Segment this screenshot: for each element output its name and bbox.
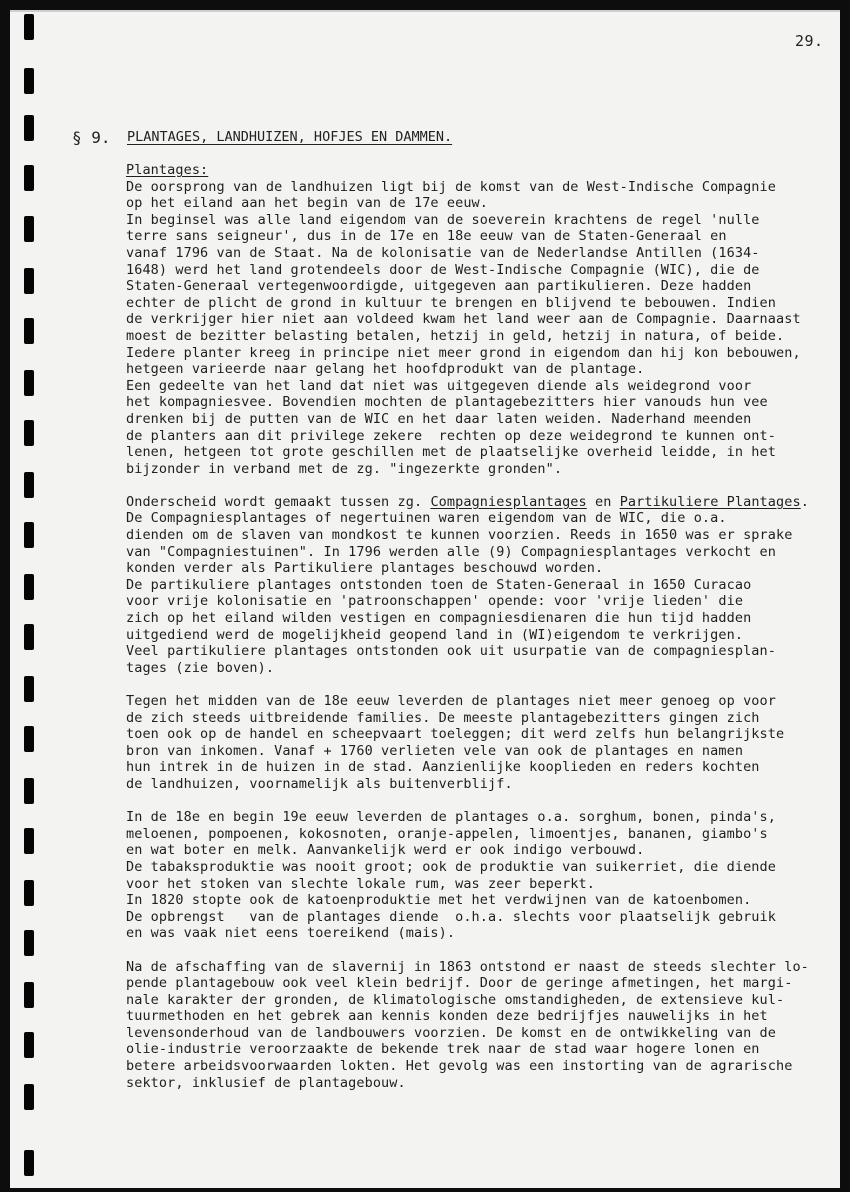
punch-hole — [24, 268, 34, 294]
text-line: meloenen, pompoenen, kokosnoten, oranje-appelen, limoentjes, bananen, giambo's — [126, 825, 768, 842]
punch-hole — [24, 370, 34, 396]
punch-hole — [24, 318, 34, 344]
text-line: Staten-Generaal vertegenwoordigde, uitgegeven aan partikulieren. Deze hadden — [126, 278, 752, 295]
text-line: voor vrije kolonisatie en 'patroonschappen' opende: voor 'vrije lieden' die — [126, 593, 744, 610]
text-line: Een gedeelte van het land dat niet was uitgegeven diende als weidegrond voor — [126, 377, 752, 394]
term-compagniesplantages: Compagniesplantages — [430, 493, 587, 510]
punch-hole — [24, 420, 34, 446]
punch-hole — [24, 115, 34, 141]
text-line: De tabaksproduktie was nooit groot; ook de produktie van suikerriet, die diende — [126, 858, 776, 875]
paragraph-gap — [126, 477, 832, 494]
text-line: en was vaak niet eens toereikend (mais). — [126, 925, 456, 942]
text-line: Na de afschaffing van de slavernij in 1863 ontstond er naast de steeds slechter lo- — [126, 958, 809, 975]
paragraph-gap — [126, 942, 832, 959]
text-line: De partikuliere plantages ontstonden toen de Staten-Generaal in 1650 Curacao — [126, 576, 752, 593]
text-line: van "Compagniestuinen". In 1796 werden alle (9) Compagniesplantages verkocht en — [126, 543, 776, 560]
punch-hole — [24, 1032, 34, 1058]
punch-hole — [24, 880, 34, 906]
text-line: Iedere planter kreeg in principe niet meer grond in eigendom dan hij kon bebouwen, — [126, 344, 801, 361]
text-line: echter de plicht de grond in kultuur te brengen en blijvend te bebouwen. Indien — [126, 294, 776, 311]
text-line: de verkrijger hier niet aan voldeed kwam het land weer aan de Compagnie. Daarnaast — [126, 311, 801, 328]
text-line: sektor, inklusief de plantagebouw. — [126, 1074, 406, 1091]
text-line: drenken bij de putten van de WIC en het daar laten weiden. Naderhand meenden — [126, 410, 752, 427]
document-body — [126, 162, 832, 1091]
subheading-text: Plantages: — [126, 162, 209, 178]
text-line: dienden om de slaven van mondkost te kunnen voorzien. Reeds in 1650 was er sprake — [126, 527, 793, 544]
text-line: bron van inkomen. Vanaf + 1760 verlieten vele van ook de plantages en namen — [126, 742, 744, 759]
text-line: Tegen het midden van de 18e eeuw leverden de plantages niet meer genoeg op voor — [126, 693, 776, 709]
subheading — [126, 162, 832, 179]
punch-hole — [24, 574, 34, 600]
punch-hole — [24, 216, 34, 242]
text-line: In 1820 stopte ook de katoenproduktie met het verdwijnen van de katoenbomen. — [126, 892, 752, 909]
punch-hole — [24, 472, 34, 498]
text-line: het kompagniesvee. Bovendien mochten de plantagebezitters hier vanouds hun vee — [126, 394, 768, 411]
punch-hole — [24, 68, 34, 94]
paragraph — [126, 959, 832, 1092]
text-line: tuurmethoden en het gebrek aan kennis konden deze bedrijfjes nauwelijks in het — [126, 1008, 768, 1025]
distinction-middle: en — [586, 493, 620, 510]
text-line: hun intrek in de huizen in de stad. Aanzienlijke kooplieden en reders kochten — [126, 759, 760, 776]
text-line: In de 18e en begin 19e eeuw leverden de plantages o.a. sorghum, bonen, pinda's, — [126, 809, 776, 826]
text-line: betere arbeidsvoorwaarden lokten. Het gevolg was een instorting van de agrarische — [126, 1058, 793, 1075]
text-line: olie-industrie veroorzaakte de bekende trek naar de stad waar hogere lonen en — [126, 1041, 760, 1058]
text-line: bijzonder in verband met de zg. "ingezerkte gronden". — [126, 460, 563, 477]
punch-hole — [24, 14, 34, 40]
punch-hole — [24, 982, 34, 1008]
text-line: moest de bezitter belasting betalen, hetzij in geld, hetzij in natura, of beide. — [126, 327, 785, 344]
text-line: voor het stoken van slechte lokale rum, was zeer beperkt. — [126, 875, 595, 892]
text-line: toen ook op de handel en scheepvaart toeleggen; dit werd zelfs hun belangrijkste — [126, 726, 785, 743]
distinction-line — [126, 494, 832, 511]
text-line: lenen, hetgeen tot grote geschillen met de plaatselijke overheid leidde, in het — [126, 444, 776, 461]
text-line: zich op het eiland wilden vestigen en compagniesdienaren die hun tijd hadden — [126, 610, 752, 627]
punch-hole — [24, 828, 34, 854]
section-title: PLANTAGES, LANDHUIZEN, HOFJES EN DAMMEN. — [127, 129, 453, 145]
text-line: De opbrengst van de plantages diende o.h.a. slechts voor plaatselijk gebruik — [126, 908, 776, 925]
paragraph — [126, 693, 832, 793]
distinction-after: . — [800, 493, 809, 510]
text-line: tages (zie boven). — [126, 659, 275, 676]
text-line: en wat boter en melk. Aanvankelijk werd er ook indigo verbouwd. — [126, 842, 645, 859]
text-line: terre sans seigneur', dus in de 17e en 18e eeuw van de Staten-Generaal en — [126, 228, 727, 245]
paragraph — [126, 179, 832, 478]
punch-hole — [24, 1150, 34, 1176]
punch-hole — [24, 726, 34, 752]
text-line: In beginsel was alle land eigendom van de soeverein krachtens de regel 'nulle — [126, 211, 760, 228]
punch-hole — [24, 624, 34, 650]
text-line: konden verder als Partikuliere plantages beschouwd worden. — [126, 560, 604, 577]
paragraph — [126, 510, 832, 676]
text-line: levensonderhoud van de landbouwers voorzien. De komst en de ontwikkeling van de — [126, 1024, 776, 1041]
punch-hole — [24, 165, 34, 191]
binding-holes — [0, 0, 60, 1192]
text-line: op het eiland aan het begin van de 17e eeuw. — [126, 195, 489, 212]
text-line: de landhuizen, voornamelijk als buitenverblijf. — [126, 775, 513, 792]
text-line: De Compagniesplantages of negertuinen waren eigendom van de WIC, die o.a. — [126, 510, 727, 527]
page-number: 29. — [795, 32, 824, 50]
punch-hole — [24, 930, 34, 956]
text-line: uitgediend werd de mogelijkheid geopend land in (WI)eigendom te verkrijgen. — [126, 626, 744, 643]
paragraph-gap — [126, 793, 832, 810]
punch-hole — [24, 1084, 34, 1110]
text-line: Veel partikuliere plantages ontstonden ook uit usurpatie van de compagniesplan- — [126, 643, 776, 660]
text-line: nale karakter der gronden, de klimatologische omstandigheden, de extensieve kul- — [126, 991, 785, 1008]
punch-hole — [24, 522, 34, 548]
text-line: hetgeen varieerde naar gelang het hoofdprodukt van de plantage. — [126, 361, 645, 378]
section-number: § 9. — [72, 128, 111, 147]
text-line: de zich steeds uitbreidende families. De meeste plantagebezitters gingen zich — [126, 709, 760, 726]
punch-hole — [24, 676, 34, 702]
text-line: 1648) werd het land grotendeels door de West-Indische Compagnie (WIC), die de — [126, 261, 760, 278]
paragraph — [126, 809, 832, 942]
text-line: pende plantagebouw ook veel klein bedrijf. Door de geringe afmetingen, het margi- — [126, 975, 793, 992]
text-line: de planters aan dit privilege zekere rechten op deze weidegrond te kunnen ont- — [126, 427, 776, 444]
text-line: vanaf 1796 van de Staat. Na de kolonisatie van de Nederlandse Antillen (1634- — [126, 244, 760, 261]
distinction-before: Onderscheid wordt gemaakt tussen zg. — [126, 493, 431, 510]
text-line: De oorsprong van de landhuizen ligt bij de komst van de West-Indische Compagnie — [126, 178, 776, 195]
punch-hole — [24, 778, 34, 804]
term-partikuliere-plantages: Partikuliere Plantages — [619, 493, 801, 510]
paragraph-gap — [126, 676, 832, 693]
